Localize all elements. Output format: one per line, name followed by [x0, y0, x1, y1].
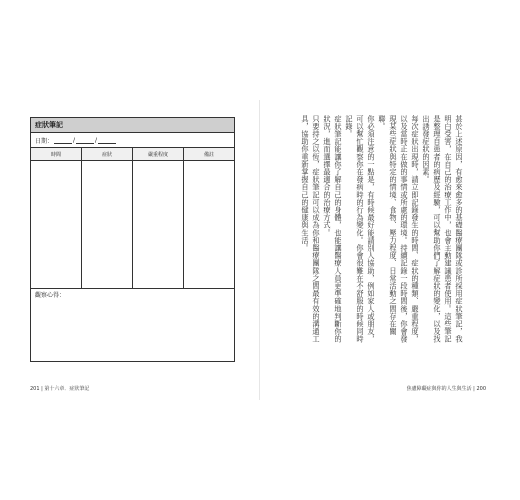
date-label: 日期： [35, 137, 54, 145]
book-title: 焦慮障礙症與你的人生與生活 [406, 386, 472, 392]
date-blank-year [54, 136, 72, 144]
table-body [31, 161, 234, 289]
table-cell [31, 161, 82, 288]
page-gutter [259, 100, 260, 400]
date-blank-month [76, 136, 94, 144]
page-number: 200 [476, 386, 486, 392]
symptom-table [31, 147, 234, 287]
date-blank-day [98, 136, 116, 144]
observation-notes [31, 287, 234, 361]
date-separator: / [73, 136, 76, 144]
symptom-notes-form [30, 117, 235, 362]
form-title: 症狀筆記 [35, 121, 63, 129]
left-page-footer: 201 | 第十六章．症狀筆記 [30, 386, 90, 392]
date-row [31, 133, 234, 147]
column-header-remarks: 備註 [203, 151, 214, 158]
form-title-bar [31, 118, 234, 133]
paragraph: 你必須注意的一點是，有時候最好能請別人協助，例如家人或朋友，可以幫忙觀察你在發病時的行為變化。你會很難在不舒服的時候同時記錄。 [345, 115, 376, 343]
column-header-severity: 嚴重程度 [133, 148, 184, 160]
chapter-title: 第十六章．症狀筆記 [44, 386, 90, 392]
page-number: 201 [30, 386, 40, 392]
paragraph: 甚於上述原因，有愈來愈多的基礎醫療團隊或診所採用症狀筆記，我明白受害，在自己的治療工作中，也會主動建議患者使用。這些筆記是整理自患者的病歷及經驗，可以幫助你們了解症狀的變化，以及找出誘發症狀的因素。 [422, 115, 464, 343]
table-cell [133, 161, 184, 288]
table-cell [184, 161, 234, 288]
table-cell [82, 161, 133, 288]
date-separator: / [95, 136, 98, 144]
column-header-symptom: 症狀 [82, 148, 133, 160]
paragraph: 症狀筆記能讓你了解自己的身體，也能讓醫療人員更準確地判斷你的狀況，進而選擇最適合的治療方式。 [323, 115, 343, 343]
notes-label: 觀察心得： [35, 292, 66, 299]
right-page-body-text [290, 115, 465, 350]
right-page-footer: 焦慮障礙症與你的人生與生活 | 200 [406, 386, 486, 392]
column-header-time: 時間 [31, 148, 82, 160]
paragraph: 每次症狀出現時，請立即記錄發生的時間、症狀的種類、嚴重程度，以及當時正在做的事情或所處的環境。持續記錄一段時間後，你會發現某些症狀與特定的情境、食物、壓力程度、日常活動之間存在關聯。 [378, 115, 420, 343]
paragraph: 只要持之以恆，症狀筆記可以成為你和醫療團隊之間最有效的溝通工具，協助你重新掌握自己的健康與生活。 [301, 115, 321, 343]
table-header [31, 147, 234, 161]
